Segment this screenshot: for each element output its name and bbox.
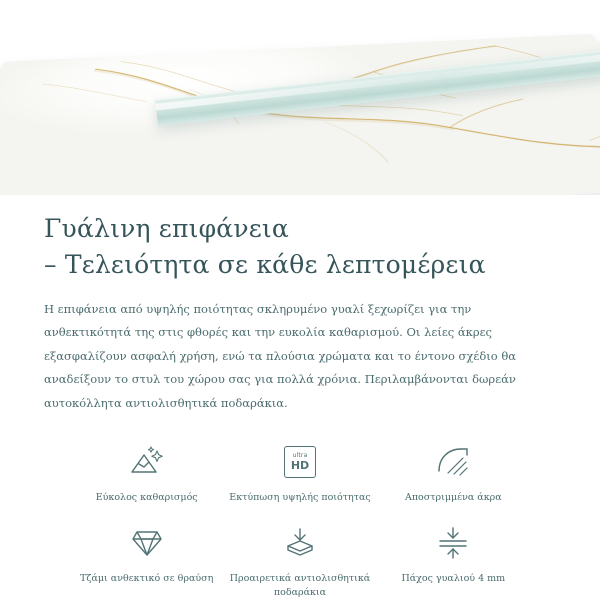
feature-item-anti-slip-feet bbox=[223, 522, 376, 600]
easy-clean-icon bbox=[124, 441, 170, 483]
headline-line-1: Γυάλινη επιφάνεια bbox=[44, 214, 290, 243]
page-title bbox=[44, 211, 556, 284]
marble-slab-surface bbox=[0, 34, 600, 195]
feature-item-easy-clean bbox=[70, 441, 223, 505]
hero-image bbox=[0, 0, 600, 195]
feature-label: Εκτύπωση υψηλής ποιότητας bbox=[229, 492, 371, 504]
description-paragraph: Η επιφάνεια από υψηλής ποιότητας σκληρυμένο γυαλί ξεχωρίζει για την ανθεκτικότητά της στις φθορές και την ευκολία καθαρισμού. Οι λείες άκρες εξασφαλίζουν ασφαλή χρήση, ενώ τα πλούσια χρώματα και το έντονο σχέδιο θα αναδείξουν το στυλ του χώρου σας για πολλά χρόνια. Περιλαμβάνονται δωρεάν αυτοκόλλητα αντιολισθητικά ποδαράκια. bbox=[44, 301, 517, 410]
feature-item-polished-edges bbox=[377, 441, 530, 505]
feature-item-ultra-hd bbox=[223, 441, 376, 505]
headline-line-2: – Τελειότητα σε κάθε λεπτομέρεια bbox=[44, 250, 486, 280]
feature-label: Προαιρετικά αντιολισθητικά ποδαράκια bbox=[229, 572, 371, 598]
feature-item-glass-thickness bbox=[377, 522, 530, 600]
ultra-hd-bottom-text: HD bbox=[290, 459, 310, 473]
polished-edges-icon bbox=[430, 441, 476, 483]
feature-label: Τζάμι ανθεκτικό σε θραύση bbox=[79, 572, 214, 584]
anti-slip-feet-icon bbox=[277, 522, 323, 564]
feature-label: Εύκολος καθαρισμός bbox=[95, 492, 198, 504]
shatterproof-diamond-icon bbox=[124, 522, 170, 564]
ultra-hd-top-text: ultra bbox=[292, 452, 308, 460]
marble-gold-veins bbox=[0, 34, 600, 195]
feature-grid bbox=[44, 441, 556, 600]
feature-label: Αποστριμμένα άκρα bbox=[404, 492, 502, 504]
glass-thickness-icon bbox=[430, 522, 476, 564]
feature-item-shatterproof bbox=[70, 522, 223, 600]
veins-svg bbox=[0, 34, 600, 195]
feature-label: Πάχος γυαλιού 4 mm bbox=[401, 572, 506, 584]
ultra-hd-icon bbox=[277, 441, 323, 483]
description-content bbox=[0, 195, 600, 600]
